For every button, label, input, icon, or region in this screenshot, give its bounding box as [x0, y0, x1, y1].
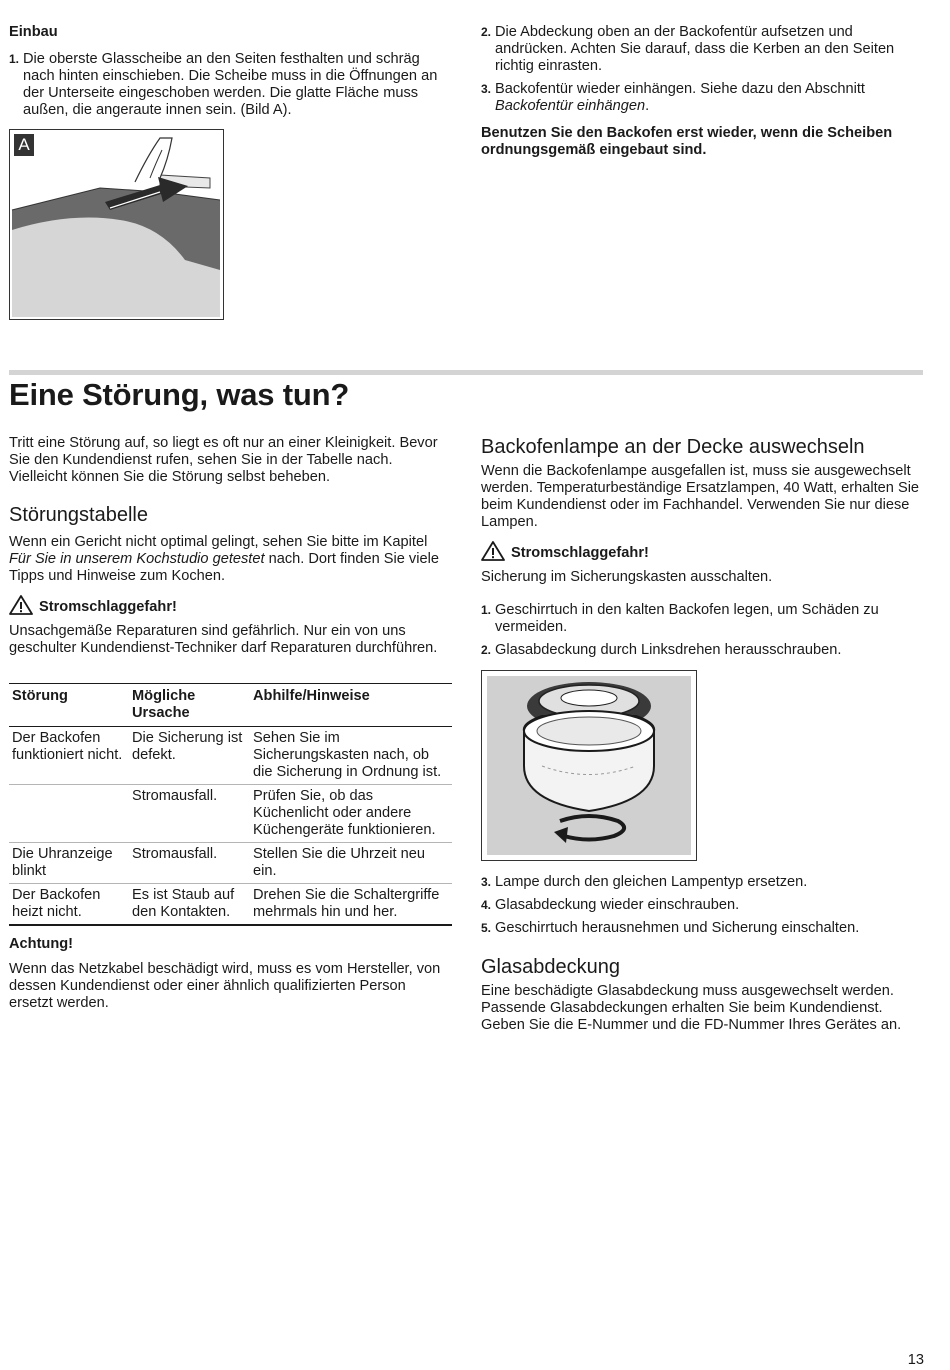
- page-number: 13: [907, 1352, 924, 1368]
- einbau-step-2: [481, 24, 923, 75]
- glasabdeckung-text: Eine beschädigte Glasabdeckung muss ausgewechselt werden. Passende Glasabdeckungen erhalten Sie beim Kundendienst. Geben Sie die E-Nummer und die FD-Nummer Ihres Gerätes an.: [481, 983, 902, 1033]
- table-cell: Drehen Sie die Schaltergriffe mehrmals hin und her.: [253, 887, 440, 920]
- achtung-label: Achtung!: [9, 936, 74, 952]
- step-text: Glasabdeckung wieder einschrauben.: [495, 897, 740, 913]
- lampe-step-4: [481, 897, 923, 914]
- lampe-step-1: [481, 602, 923, 636]
- einbau-step-3: [481, 81, 923, 115]
- stoerungstabelle-intro: [9, 534, 451, 585]
- column-header: Mögliche Ursache: [132, 688, 196, 721]
- step-number: 3.: [481, 82, 492, 96]
- lampe-intro: Wenn die Backofenlampe ausgefallen ist, muss sie ausgewechselt werden. Temperaturbeständige Ersatzlampen, 40 Watt, erhalten Sie beim Kundendienst oder im Fachhandel. Verwenden Sie nur diese Lampen.: [481, 463, 920, 530]
- table-row: [9, 884, 452, 926]
- einbau-step-1: [9, 51, 451, 119]
- table-cell: Stromausfall.: [132, 788, 218, 804]
- step-number: 5.: [481, 921, 492, 935]
- glasabdeckung-heading: Glasabdeckung: [481, 956, 620, 978]
- step-text-italic: Backofentür einhängen: [495, 98, 646, 114]
- warning-triangle-icon: [9, 595, 33, 620]
- table-cell: Der Backofen heizt nicht.: [12, 887, 101, 920]
- intro-italic: Für Sie in unserem Kochstudio getestet: [9, 551, 265, 567]
- lamp-cover-drawing: [482, 671, 696, 860]
- lampe-steps-continued: [481, 874, 923, 1034]
- lampe-step-5: [481, 920, 923, 937]
- table-cell: Stellen Sie die Uhrzeit neu ein.: [253, 846, 425, 879]
- page-title: Eine Störung, was tun?: [9, 377, 350, 412]
- warning-text: Sicherung im Sicherungskasten ausschalten.: [481, 569, 773, 585]
- column-header: Abhilfe/Hinweise: [253, 688, 370, 704]
- step-number: 1.: [481, 603, 492, 617]
- step-text: Geschirrtuch herausnehmen und Sicherung einschalten.: [495, 920, 860, 936]
- einbau-section: [9, 24, 451, 119]
- stoerungstabelle: [9, 683, 452, 926]
- step-text: Backofentür wieder einhängen. Siehe dazu den Abschnitt: [495, 81, 865, 97]
- step-number: 4.: [481, 898, 492, 912]
- table-cell: Der Backofen funktioniert nicht.: [12, 730, 123, 763]
- step-number: 3.: [481, 875, 492, 889]
- table-cell: Sehen Sie im Sicherungskasten nach, ob die Sicherung in Ordnung ist.: [253, 730, 442, 780]
- step-text-end: .: [645, 98, 650, 114]
- figure-a-glass-pane-illustration: [9, 129, 224, 320]
- einbau-heading: Einbau: [9, 24, 58, 40]
- warning-label: Stromschlaggefahr!: [511, 545, 649, 561]
- lampe-step-2: [481, 642, 923, 659]
- warning-text: Unsachgemäße Reparaturen sind gefährlich. Nur ein von uns geschulter Kundendienst-Techniker darf Reparaturen durchführen.: [9, 623, 438, 656]
- warning-triangle-icon: [481, 541, 505, 566]
- step-text: Lampe durch den gleichen Lampentyp ersetzen.: [495, 874, 808, 890]
- table-cell: Es ist Staub auf den Kontakten.: [132, 887, 235, 920]
- table-cell: [9, 785, 129, 843]
- figure-lamp-cover-illustration: [481, 670, 697, 861]
- table-cell: Prüfen Sie, ob das Küchenlicht oder andere Küchengeräte funktionieren.: [253, 788, 436, 838]
- einbau-notice: Benutzen Sie den Backofen erst wieder, wenn die Scheiben ordnungsgemäß eingebaut sind.: [481, 125, 893, 158]
- intro-text-end: nach. Dort finden Sie viele Tipps und Hinweise zum Kochen.: [9, 551, 439, 584]
- einbau-section-continued: [481, 24, 923, 159]
- table-row: [9, 727, 452, 785]
- step-text: Glasabdeckung durch Linksdrehen herausschrauben.: [495, 642, 842, 658]
- lampe-step-3: [481, 874, 923, 891]
- glass-pane-drawing: [10, 130, 223, 319]
- section-divider: [9, 370, 923, 375]
- step-text: Die oberste Glasscheibe an den Seiten festhalten und schräg nach hinten einschieben. Die Scheibe muss in die Öffnungen an der Unterseite eingeschoben werden. Die glatte Fläche muss außen, die angeraute innen sein. (Bild A).: [23, 51, 438, 118]
- stoerung-section: [9, 435, 451, 1012]
- stoerung-intro: Tritt eine Störung auf, so liegt es oft nur an einer Kleinigkeit. Bevor Sie den Kundendienst rufen, sehen Sie in der Tabelle nach. Vielleicht können Sie die Störung selbst beheben.: [9, 435, 438, 485]
- table-cell: Stromausfall.: [132, 846, 218, 862]
- figure-label: A: [14, 134, 34, 156]
- warning-label: Stromschlaggefahr!: [39, 599, 177, 615]
- intro-text: Wenn ein Gericht nicht optimal gelingt, sehen Sie bitte im Kapitel: [9, 534, 428, 550]
- column-header: Störung: [12, 688, 68, 704]
- table-row: [9, 785, 452, 843]
- table-header-row: [9, 684, 452, 727]
- warning-heading: [9, 595, 451, 620]
- table-cell: Die Uhranzeige blinkt: [12, 846, 113, 879]
- stoerungstabelle-heading: Störungstabelle: [9, 504, 148, 526]
- step-text: Die Abdeckung oben an der Backofentür aufsetzen und andrücken. Achten Sie darauf, dass die Kerben an den Seiten richtig einrasten.: [495, 24, 895, 74]
- lampe-heading: Backofenlampe an der Decke auswechseln: [481, 436, 865, 458]
- step-number: 2.: [481, 643, 492, 657]
- achtung-text: Wenn das Netzkabel beschädigt wird, muss es vom Hersteller, von dessen Kundendienst oder einer ähnlich qualifizierten Person ersetzt werden.: [9, 961, 441, 1011]
- table-cell: Die Sicherung ist defekt.: [132, 730, 243, 763]
- step-number: 2.: [481, 25, 492, 39]
- warning-heading: [481, 541, 923, 566]
- step-text: Geschirrtuch in den kalten Backofen legen, um Schäden zu vermeiden.: [495, 602, 879, 635]
- step-number: 1.: [9, 52, 20, 66]
- lampe-section: [481, 436, 923, 659]
- table-row: [9, 843, 452, 884]
